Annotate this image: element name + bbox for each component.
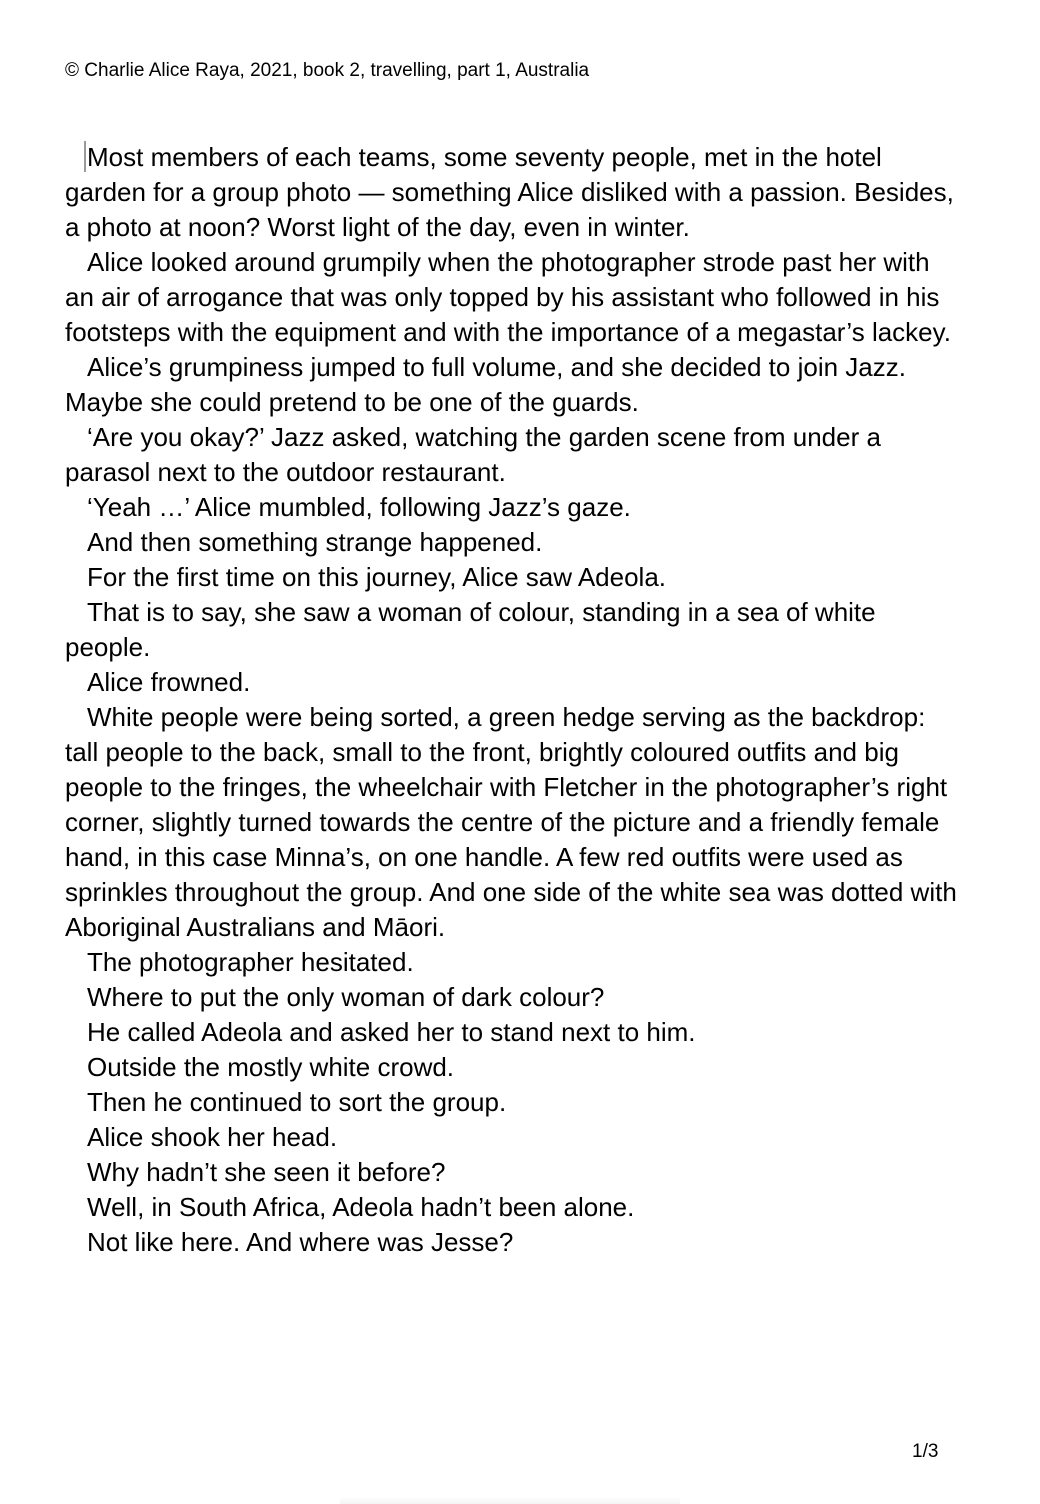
page-number: 1/3 (912, 1441, 939, 1462)
text-cursor (84, 141, 86, 172)
paragraph: Well, in South Africa, Adeola hadn’t been alone. (87, 1192, 635, 1222)
paragraph: Then he continued to sort the group. (87, 1087, 507, 1117)
paragraph: Where to put the only woman of dark colour? (87, 982, 605, 1012)
paragraph: Why hadn’t she seen it before? (87, 1157, 446, 1187)
paragraph: Alice looked around grumpily when the photographer strode past her with an air of arrogance that was only topped by his assistant who followed in his footsteps with the equipment and with the importance of a megastar’s lackey. (65, 247, 951, 347)
paragraph: Alice shook her head. (87, 1122, 338, 1152)
document-body[interactable] (65, 140, 965, 1260)
copyright-header: © Charlie Alice Raya, 2021, book 2, travelling, part 1, Australia (65, 60, 590, 81)
paragraph: White people were being sorted, a green hedge serving as the backdrop: tall people to the back, small to the front, brightly coloured outfits and big people to the fringes, the wheelchair with Fletcher in the photographer’s right corner, slightly turned towards the centre of the picture and a friendly female hand, in this case Minna’s, on one handle. A few red outfits were used as sprinkles throughout the group. And one side of the white sea was dotted with Aboriginal Australians and Māori. (65, 702, 957, 942)
paragraph: Alice’s grumpiness jumped to full volume, and she decided to join Jazz. Maybe she could pretend to be one of the guards. (65, 352, 906, 417)
paragraph: ‘Are you okay?’ Jazz asked, watching the garden scene from under a parasol next to the outdoor restaurant. (65, 422, 881, 487)
paragraph: And then something strange happened. (87, 527, 543, 557)
paragraph: He called Adeola and asked her to stand next to him. (87, 1017, 696, 1047)
paragraph: For the first time on this journey, Alice saw Adeola. (87, 562, 667, 592)
paragraph: Alice frowned. (87, 667, 251, 697)
paragraph: The photographer hesitated. (87, 947, 414, 977)
paragraph: That is to say, she saw a woman of colour, standing in a sea of white people. (65, 597, 876, 662)
page-bottom-shadow (340, 1497, 680, 1504)
paragraph: ‘Yeah …’ Alice mumbled, following Jazz’s gaze. (87, 492, 631, 522)
paragraph: Not like here. And where was Jesse? (87, 1227, 514, 1257)
paragraph: Outside the mostly white crowd. (87, 1052, 455, 1082)
paragraph: Most members of each teams, some seventy people, met in the hotel garden for a group photo — something Alice disliked with a passion. Besides, a photo at noon? Worst light of the day, even in winter. (65, 142, 954, 242)
